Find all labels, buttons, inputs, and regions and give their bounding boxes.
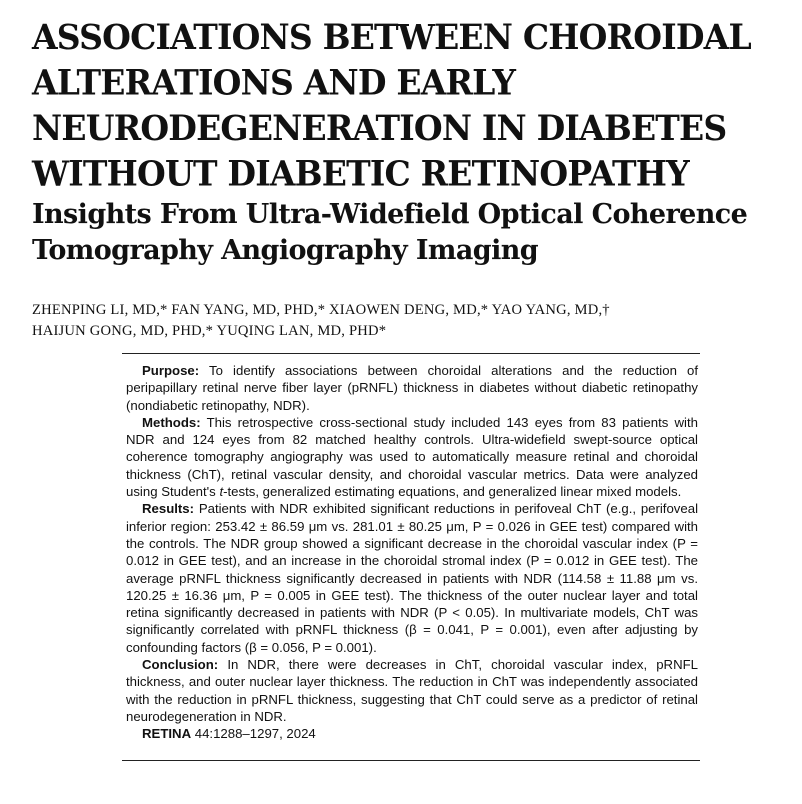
- methods-text-1: This retrospective cross-sectional study included 143 eyes from 83 patients with NDR and 124 eyes from 82 matched healthy controls. Ultra-widefield swept-source optical coherence tomography angiography was used to automatically measure retinal and choroidal thickness (ChT), retinal vascular density, and choroidal vascular metrics. Data were analyzed using Student's: [126, 414, 698, 500]
- citation-journal: RETINA: [142, 726, 192, 742]
- author-list: [32, 300, 732, 342]
- article-subtitle: Insights From Ultra-Widefield Optical Coherence Tomography Angiography Imaging: [32, 199, 748, 266]
- conclusion-paragraph: [126, 656, 698, 725]
- methods-paragraph: [126, 414, 698, 500]
- purpose-text: To identify associations between choroidal alterations and the reduction of peripapillary retinal nerve fiber layer (pRNFL) thickness in diabetes without diabetic retinopathy (nondiabetic retinopathy, NDR).: [126, 363, 698, 413]
- results-label: Results:: [142, 501, 195, 517]
- methods-label: Methods:: [142, 414, 201, 430]
- results-paragraph: [126, 500, 698, 656]
- methods-italic-t: t: [219, 484, 224, 500]
- purpose-paragraph: [126, 362, 698, 414]
- conclusion-label: Conclusion:: [142, 657, 219, 673]
- conclusion-text: In NDR, there were decreases in ChT, choroidal vascular index, pRNFL thickness, and outer nuclear layer thickness. The reduction in ChT was independently associated with the reduction in pRNFL thickness, suggesting that ChT could serve as a predictor of retinal neurodegeneration in NDR.: [126, 657, 698, 724]
- abstract-bottom-divider: [122, 760, 700, 761]
- abstract: [126, 362, 698, 743]
- citation: [126, 725, 698, 742]
- abstract-top-divider: [122, 353, 700, 354]
- results-text: Patients with NDR exhibited significant reductions in perifoveal ChT (e.g., perifoveal inferior region: 253.42 ± 86.59 μm vs. 281.01 ± 80.25 μm, P = 0.026 in GEE test) compared with the controls. The NDR group showed a significant decrease in the choroidal vascular index (P = 0.012 in GEE test), and an increase in the choroidal stromal index (P = 0.012 in GEE test). The average pRNFL thickness significantly decreased in patients with NDR (114.58 ± 11.88 μm vs. 120.25 ± 16.36 μm, P = 0.005 in GEE test). The thickness of the outer nuclear layer and total retina significantly decreased in patients with NDR (P < 0.05). In multivariate models, ChT was significantly correlated with pRNFL thickness (β = 0.041, P = 0.001), even after adjusting by confounding factors (β = 0.056, P = 0.001).: [126, 501, 699, 655]
- purpose-label: Purpose:: [142, 363, 200, 378]
- article-title: ASSOCIATIONS BETWEEN CHOROIDAL ALTERATIONS AND EARLY NEURODEGENERATION IN DIABETES WITHOUT DIABETIC RETINOPATHY: [32, 16, 751, 195]
- author-line-2: HAIJUN GONG, MD, PHD,* YUQING LAN, MD, PHD*: [32, 323, 387, 339]
- citation-details: 44:1288–1297, 2024: [194, 726, 316, 742]
- author-line-1: ZHENPING LI, MD,* FAN YANG, MD, PHD,* XIAOWEN DENG, MD,* YAO YANG, MD,†: [32, 302, 610, 318]
- methods-text-2: -tests, generalized estimating equations, and generalized linear mixed models.: [223, 484, 682, 500]
